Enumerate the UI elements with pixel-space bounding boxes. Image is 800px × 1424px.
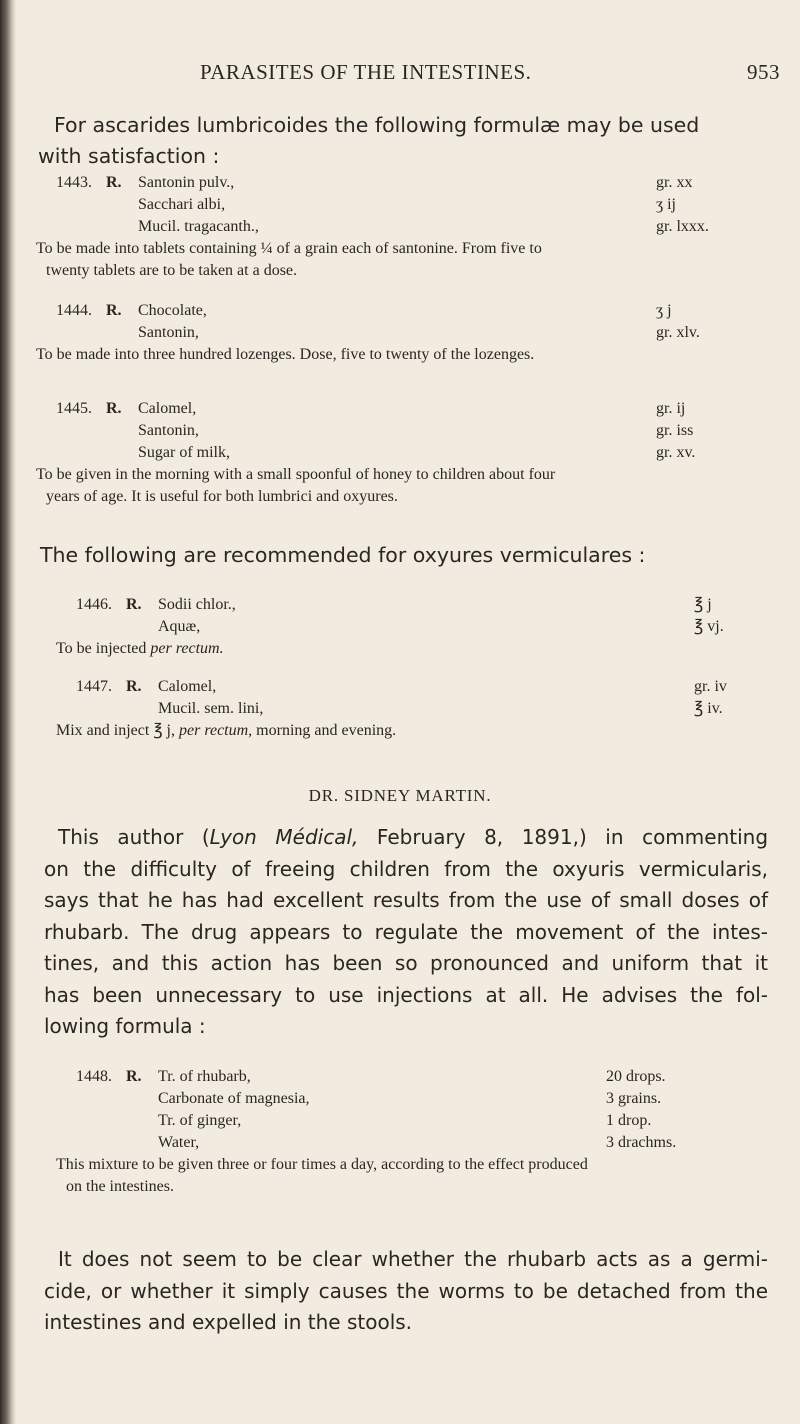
recipe-symbol: R. xyxy=(106,302,122,319)
quantity: 3 grains. xyxy=(606,1090,662,1107)
ingredient: Mucil. tragacanth., xyxy=(138,218,259,235)
quantity: ℥ iv. xyxy=(694,700,723,717)
ingredient: Sacchari albi, xyxy=(138,196,226,213)
ingredient: Chocolate, xyxy=(138,302,207,319)
formula-number: 1446. xyxy=(76,596,112,613)
quantity: 20 drops. xyxy=(606,1068,666,1085)
quantity: gr. xlv. xyxy=(656,324,700,341)
quantity: gr. iss xyxy=(656,422,694,439)
ingredient: Calomel, xyxy=(138,400,197,417)
quantity: gr. iv xyxy=(694,678,727,695)
quantity: gr. lxxx. xyxy=(656,218,709,235)
quantity: gr. xv. xyxy=(656,444,696,461)
quantity: 1 drop. xyxy=(606,1112,652,1129)
formula-number: 1448. xyxy=(76,1068,112,1085)
paragraph-line: rhubarb. The drug appears to regulate the movement of the intes- xyxy=(44,919,768,944)
ingredient: Sugar of milk, xyxy=(138,444,230,461)
recipe-symbol: R. xyxy=(106,174,122,191)
paragraph-line: This author (Lyon Médical, February 8, 1891,) in commenting xyxy=(58,825,769,849)
intro-line: with satisfaction : xyxy=(38,144,220,168)
paragraph-line: tines, and this action has been so pronounced and uniform that it xyxy=(44,951,768,975)
formula-1445 xyxy=(36,398,768,508)
ingredient: Santonin, xyxy=(138,422,199,439)
ingredient: Santonin pulv., xyxy=(138,174,235,191)
paragraph-line: It does not seem to be clear whether the rhubarb acts as a germi- xyxy=(58,1247,768,1271)
formula-note: To be made into three hundred lozenges. Dose, five to twenty of the lozenges. xyxy=(36,346,535,363)
intro-line: For ascarides lumbricoides the following formulæ may be used xyxy=(54,113,700,137)
quantity: ʒ ij xyxy=(656,196,676,213)
formula-note: This mixture to be given three or four times a day, according to the effect produced on the intestines. xyxy=(56,1156,588,1195)
quantity: 3 drachms. xyxy=(606,1134,677,1151)
paragraph-line: says that he has had excellent results from the use of small doses of xyxy=(44,888,768,912)
ingredient: Santonin, xyxy=(138,324,199,341)
recipe-symbol: R. xyxy=(106,400,122,417)
ingredient: Sodii chlor., xyxy=(158,596,236,613)
header-title: PARASITES OF THE INTESTINES. xyxy=(200,60,532,84)
ingredient: Calomel, xyxy=(158,678,217,695)
formula-number: 1444. xyxy=(56,302,92,319)
quantity: ℥ vj. xyxy=(694,618,724,635)
recipe-symbol: R. xyxy=(126,1068,142,1085)
recipe-symbol: R. xyxy=(126,678,142,695)
paragraph-line: has been unnecessary to use injections at all. He advises the fol- xyxy=(44,982,768,1007)
paragraph-line: cide, or whether it simply causes the worms to be detached from the xyxy=(44,1278,768,1303)
formula-1447 xyxy=(56,676,788,742)
ingredient: Mucil. sem. lini, xyxy=(158,700,264,717)
section-heading: DR. SIDNEY MARTIN. xyxy=(308,786,492,805)
formula-1448 xyxy=(56,1066,788,1198)
ingredient: Tr. of rhubarb, xyxy=(158,1068,251,1085)
ingredient: Water, xyxy=(158,1134,200,1151)
quantity: gr. xx xyxy=(656,174,693,191)
oxyures-intro: The following are recommended for oxyures vermiculares : xyxy=(40,543,646,567)
page-number: 953 xyxy=(747,60,780,84)
paragraph-line: on the difficulty of freeing children from the oxyuris vermicularis, xyxy=(44,856,768,881)
ingredient: Tr. of ginger, xyxy=(158,1112,242,1129)
running-header xyxy=(200,60,780,90)
ingredient: Aquæ, xyxy=(158,618,201,635)
formula-number: 1445. xyxy=(56,400,92,417)
formula-note: To be made into tablets containing ¼ of a grain each of santonine. From five to twenty tablets are to be taken at a dose. xyxy=(36,240,542,279)
quantity: gr. ij xyxy=(656,400,686,417)
martin-paragraph xyxy=(44,822,768,1043)
formula-note: To be injected per rectum. xyxy=(56,640,224,657)
quantity: ʒ j xyxy=(656,302,672,319)
quantity: ℥ j xyxy=(694,596,712,613)
intro-paragraph xyxy=(38,110,768,172)
formula-number: 1443. xyxy=(56,174,92,191)
formula-1443 xyxy=(36,172,768,282)
paragraph-line: lowing formula : xyxy=(44,1014,206,1038)
ingredient: Carbonate of magnesia, xyxy=(158,1090,310,1107)
closing-paragraph xyxy=(44,1244,768,1339)
formula-number: 1447. xyxy=(76,678,112,695)
formula-1446 xyxy=(56,594,788,660)
formula-note: Mix and inject ℥ j, per rectum, morning and evening. xyxy=(56,722,397,739)
recipe-symbol: R. xyxy=(126,596,142,613)
formula-note: To be given in the morning with a small spoonful of honey to children about four years of age. It is useful for both lumbrici and oxyures. xyxy=(36,466,556,505)
paragraph-line: intestines and expelled in the stools. xyxy=(44,1310,413,1334)
formula-1444 xyxy=(36,300,768,366)
